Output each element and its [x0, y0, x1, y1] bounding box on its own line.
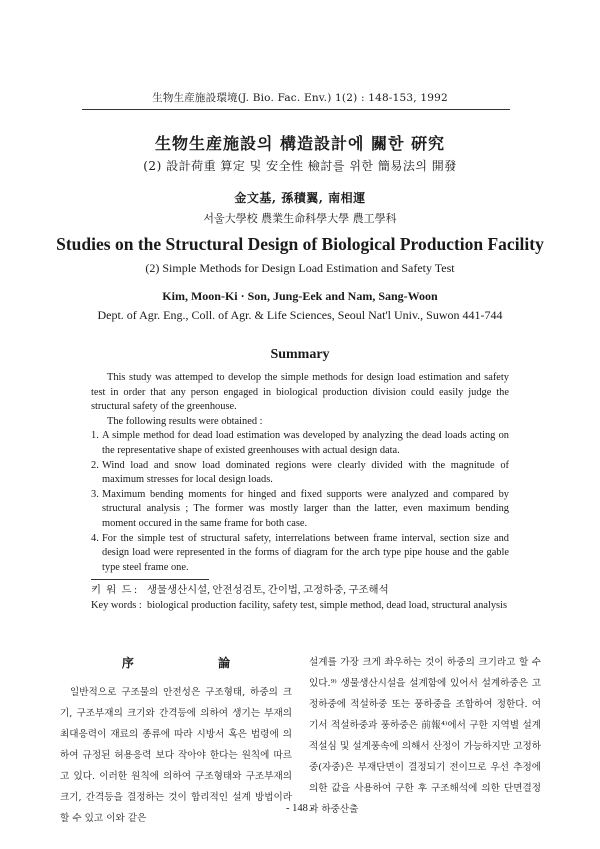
results-list: [91, 429, 509, 575]
result-number: 2.: [91, 459, 99, 471]
journal-header: 生物生産施設環境(J. Bio. Fac. Env.) 1(2) : 148-153, 1992: [152, 92, 448, 104]
korean-subtitle: (2) 設計荷重 算定 및 安全性 檢討를 위한 簡易法의 開發: [143, 159, 457, 173]
english-keywords-label: Key words :: [91, 599, 142, 611]
summary-paragraph: This study was attemped to develop the simple methods for design load estimation and safety test in order that any person engaged in biological production division could easily judge the structural safety of the greenhouse.: [91, 372, 509, 413]
result-text: Maximum bending moments for hinged and fixed supports were analyzed and compared by structural analysis ; The former was mostly larger than the latter, even maximum bending moment occured in the same frame for both case.: [102, 488, 509, 529]
section-heading: 序 論: [121, 656, 271, 670]
result-item: [91, 429, 509, 458]
english-keywords-value: biological production facility, safety test, simple method, dead load, structural analysis: [147, 599, 508, 611]
result-text: A simple method for dead load estimation was developed by analyzing the dead loads acting on the representative shape of existed greenhouses with actual design data.: [102, 430, 509, 456]
result-text: Wind load and snow load dominated regions were clearly divided with the magnitude of maximum stresses for local design loads.: [102, 459, 509, 486]
summary-section: [91, 371, 509, 575]
korean-title: 生物生産施設의 構造設計에 關한 硏究: [154, 134, 446, 153]
korean-keywords: [91, 584, 509, 599]
result-item: [91, 488, 509, 532]
right-column-text: 설계를 가장 크게 좌우하는 것이 하중의 크기라고 할 수 있다.⁹⁾ 생물생산시설을 설계함에 있어서 설계하중은 고정하중에 적설하중 또는 풍하중을 조합하여 정한다. 여기서 적설하중과 풍하중은 前報⁴⁾에서 구한 지역별 설계적설심 및 설계풍속에 의해서 산정이 가능하지만 고정하중(자중)은 부재단면이 결정되기 전이므로 우선 추정에 의한 값을 사용하여 구한 후 구조해석에 의한 단면결정과 하중산출: [309, 657, 541, 815]
keywords-block: [91, 584, 509, 613]
keywords-rule: [91, 579, 209, 580]
result-item: [91, 532, 509, 576]
english-keywords: [91, 599, 509, 614]
english-title: Studies on the Structural Design of Biological Production Facility: [56, 234, 544, 254]
korean-affiliation: 서울大學校 農業生命科學大學 農工學科: [203, 212, 397, 225]
english-affiliation: Dept. of Agr. Eng., Coll. of Agr. & Life Sciences, Seoul Nat'l Univ., Suwon 441-744: [97, 308, 503, 322]
result-number: 4.: [91, 532, 99, 544]
korean-authors: 金文基, 孫積翼, 南相運: [234, 191, 366, 205]
english-subtitle: (2) Simple Methods for Design Load Estimation and Safety Test: [145, 261, 455, 275]
left-column-text: 일반적으로 구조물의 안전성은 구조형태, 하중의 크기, 구조부재의 크기와 간격등에 의하여 생기는 부재의 최대응력이 재료의 종류에 따라 시방서 혹은 법령에 의하여 규정된 허용응력 보다 작아야 한다는 원칙에 따르고 있다. 이러한 원칙에 의하여 구조형태와 구조부재의 크기, 간격등을 결정하는 것이 합리적인 설계 방법이라 할 수 있고 이와 같은: [60, 687, 292, 824]
summary-heading: Summary: [270, 347, 330, 362]
result-text: For the simple test of structural safety, interrelations between frame interval, section size and design load were represented in the forms of diagram for the arch type pipe house and the gable type steel frame one.: [102, 532, 509, 573]
result-item: [91, 459, 509, 488]
page-number: - 148 -: [286, 803, 314, 814]
right-column: [309, 652, 541, 820]
korean-keywords-label: 키 워 드 :: [91, 585, 137, 596]
result-number: 1.: [91, 430, 99, 442]
english-authors: Kim, Moon-Ki · Son, Jung-Eek and Nam, Sang-Woon: [162, 289, 438, 303]
korean-keywords-value: 생물생산시설, 안전성검토, 간이법, 고정하중, 구조해석: [147, 585, 389, 596]
result-number: 3.: [91, 488, 99, 500]
summary-results-intro: The following results were obtained :: [107, 415, 263, 427]
header-rule: [82, 109, 510, 110]
